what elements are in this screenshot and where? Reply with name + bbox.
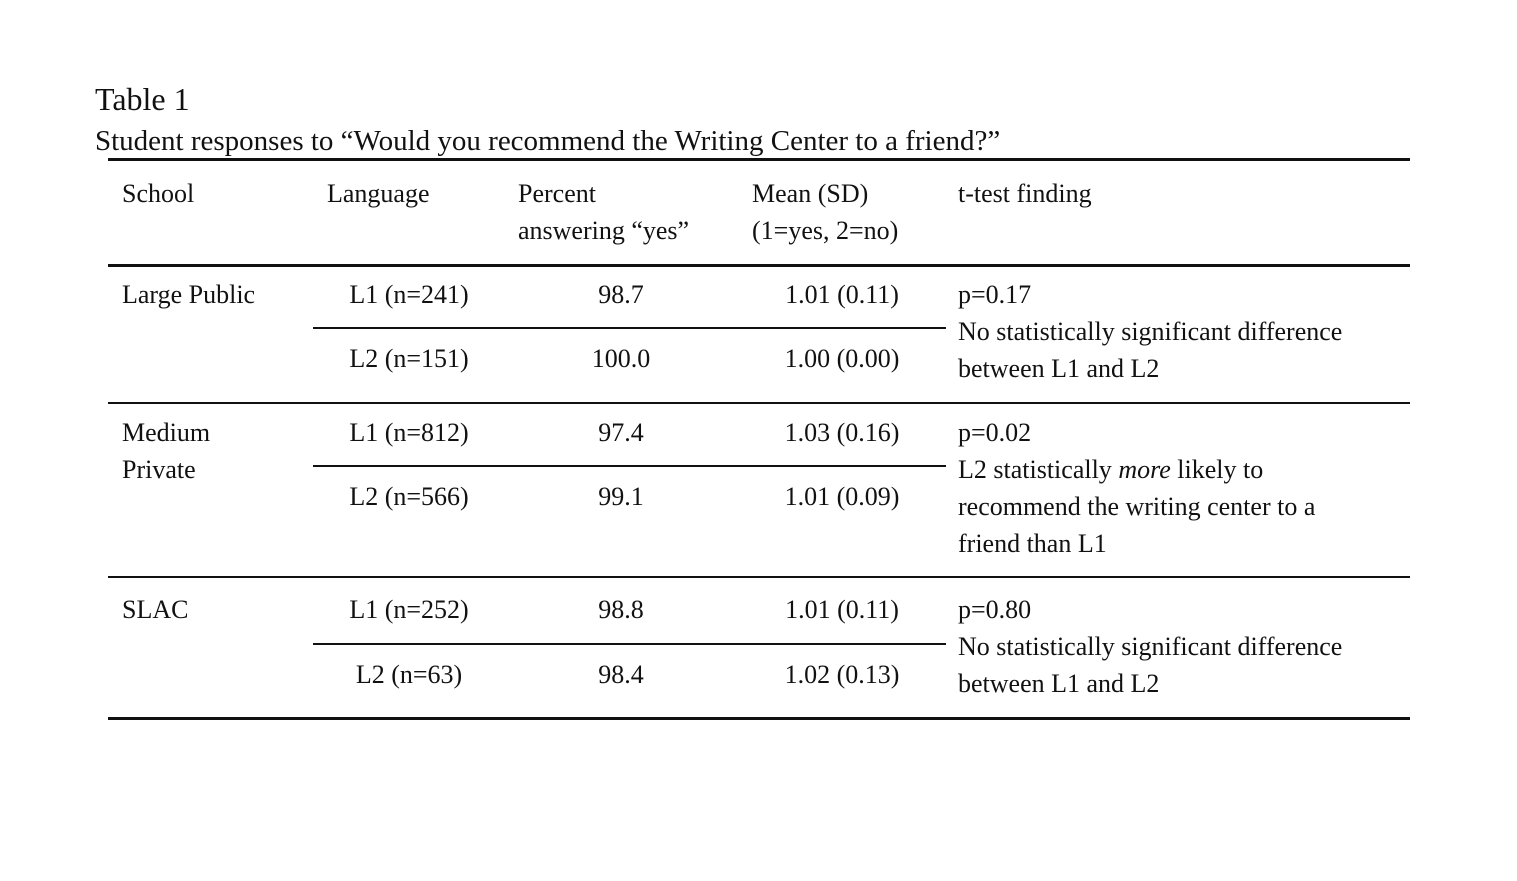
percent-cell: 100.0 — [591, 344, 651, 373]
group-divider-2 — [313, 465, 946, 467]
table-label: Table 1 — [95, 81, 190, 117]
bottom-rule — [108, 717, 1410, 720]
ttest-cell — [958, 276, 1342, 387]
ttest-p-value: p=0.17 — [958, 280, 1032, 309]
header-school: School — [122, 179, 195, 208]
school-name-line2: Private — [122, 455, 196, 484]
group-divider-1 — [313, 327, 946, 329]
ttest-p-value: p=0.02 — [958, 418, 1032, 447]
ttest-finding-line1 — [958, 451, 1315, 488]
mean-cell: 1.00 (0.00) — [784, 344, 900, 373]
mean-cell: 1.03 (0.16) — [784, 418, 900, 447]
ttest-finding-line1: No statistically significant difference — [958, 632, 1343, 661]
header-ttest: t-test finding — [958, 179, 1092, 208]
mean-cell: 1.01 (0.11) — [785, 280, 899, 309]
top-rule — [108, 158, 1410, 161]
language-cell: L2 (n=63) — [355, 660, 463, 689]
group-rule-2 — [108, 576, 1410, 578]
mean-cell: 1.01 (0.09) — [784, 482, 900, 511]
percent-cell: 99.1 — [598, 482, 644, 511]
school-cell — [122, 591, 188, 628]
group-divider-3 — [313, 643, 946, 645]
ttest-finding-text: L2 statistically — [958, 455, 1119, 484]
mean-cell: 1.01 (0.11) — [785, 595, 899, 624]
language-cell: L2 (n=151) — [349, 344, 469, 373]
percent-cell: 97.4 — [598, 418, 644, 447]
header-language: Language — [327, 179, 430, 208]
header-mean — [752, 175, 898, 249]
header-rule — [108, 264, 1410, 267]
percent-cell: 98.7 — [598, 280, 644, 309]
mean-cell: 1.02 (0.13) — [784, 660, 900, 689]
ttest-finding-line2: recommend the writing center to a — [958, 492, 1316, 521]
ttest-finding-emphasis: more — [1118, 455, 1171, 484]
table-caption: Student responses to “Would you recommend the Writing Center to a friend?” — [95, 125, 1001, 157]
header-mean-line1: Mean (SD) — [752, 179, 869, 208]
school-cell — [122, 414, 210, 488]
ttest-p-value: p=0.80 — [958, 595, 1032, 624]
header-percent — [518, 175, 689, 249]
school-name-line1: Large Public — [122, 280, 256, 309]
school-cell — [122, 276, 255, 313]
ttest-cell — [958, 591, 1342, 702]
ttest-finding-text: likely to — [1170, 455, 1264, 484]
language-cell: L2 (n=566) — [349, 482, 469, 511]
school-name-line1: Medium — [122, 418, 211, 447]
ttest-finding-line1: No statistically significant difference — [958, 317, 1343, 346]
language-cell: L1 (n=812) — [349, 418, 469, 447]
percent-cell: 98.8 — [598, 595, 644, 624]
header-mean-line2: (1=yes, 2=no) — [752, 216, 899, 245]
header-percent-line2: answering “yes” — [518, 216, 690, 245]
ttest-finding-line3: friend than L1 — [958, 529, 1107, 558]
ttest-finding-line2: between L1 and L2 — [958, 669, 1160, 698]
ttest-cell — [958, 414, 1315, 562]
school-name-line1: SLAC — [122, 595, 189, 624]
language-cell: L1 (n=241) — [349, 280, 469, 309]
ttest-finding-line2: between L1 and L2 — [958, 354, 1160, 383]
language-cell: L1 (n=252) — [349, 595, 469, 624]
percent-cell: 98.4 — [598, 660, 644, 689]
header-percent-line1: Percent — [518, 179, 596, 208]
group-rule-1 — [108, 402, 1410, 404]
